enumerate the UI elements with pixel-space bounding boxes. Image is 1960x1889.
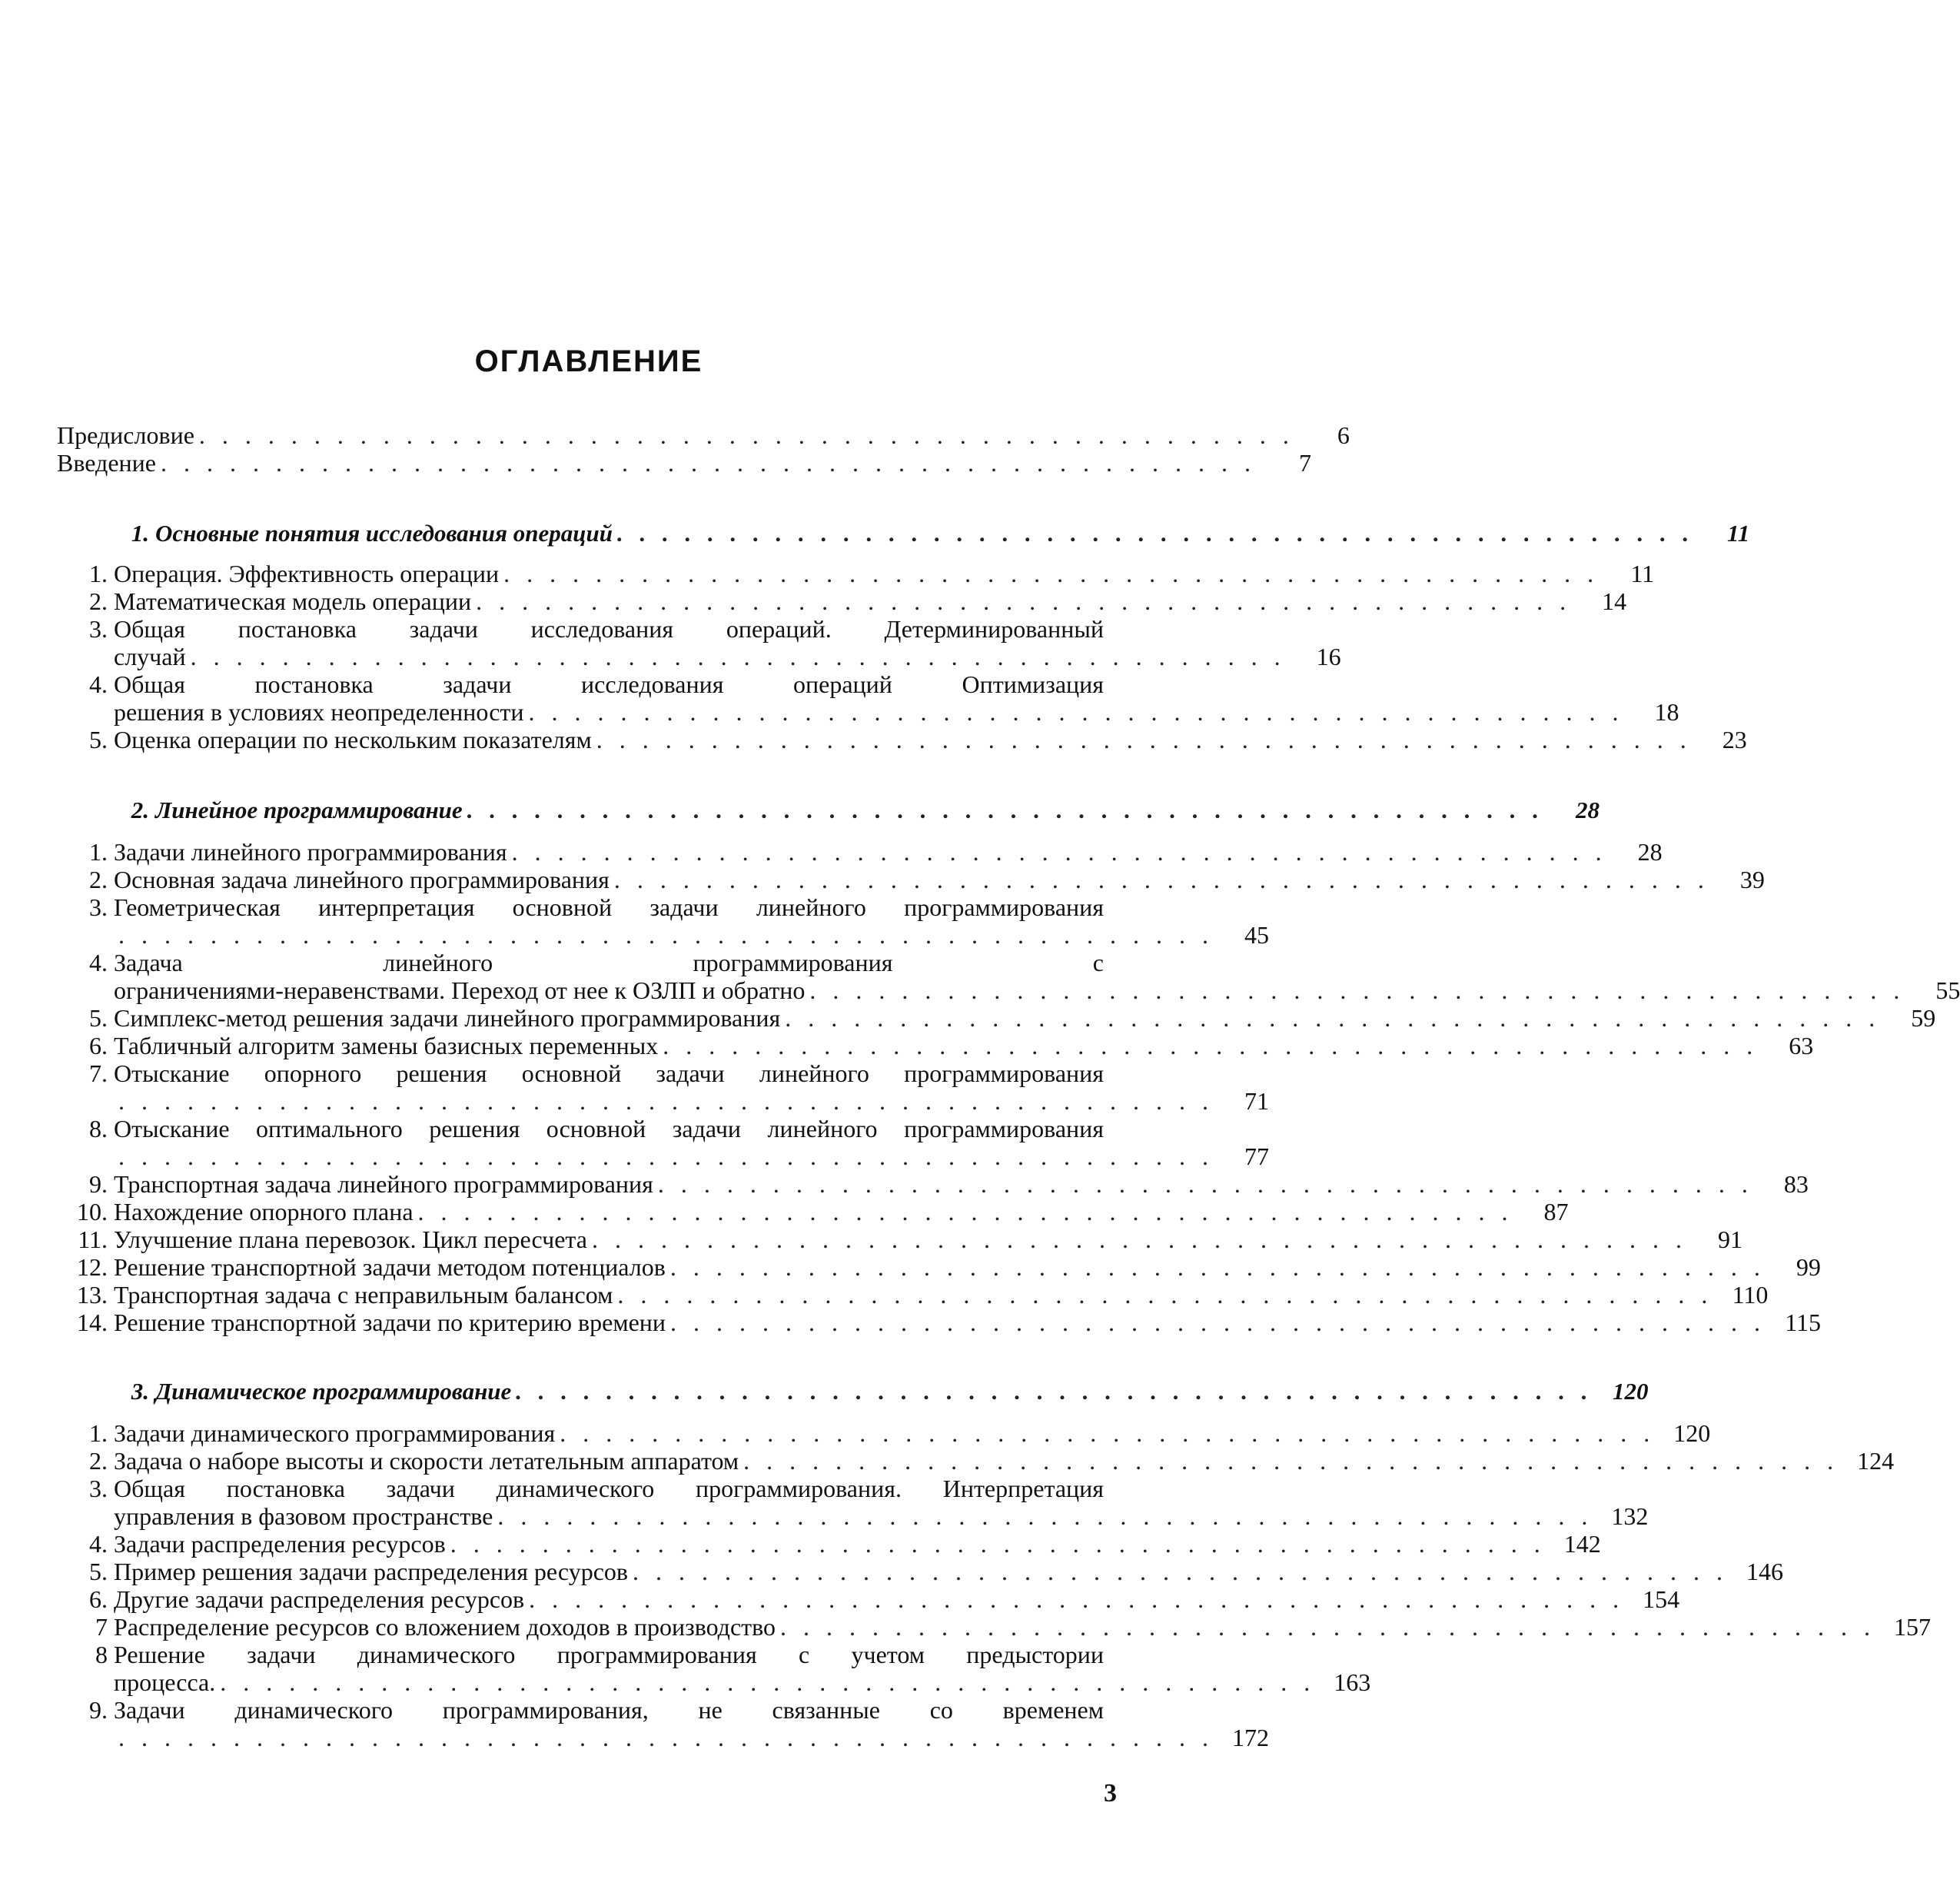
dot-leader: . . . . . . . . . . . . . . . . . . . . . . . . . . . . . . . . . . . . . . . . . . . . . . . .: [743, 1447, 1839, 1475]
dot-leader: . . . . . . . . . . . . . . . . . . . . . . . . . . . . . . . . . . . . . . . . . . . . . . . .: [503, 560, 1600, 587]
entry-title: Задача о наборе высоты и скорости летательным аппаратом: [114, 1447, 739, 1475]
dot-leader: . . . . . . . . . . . . . . . . . . . . . . . . . . . . . . . . . . . . . . . . . . . . . . . .: [780, 1613, 1876, 1641]
toc-entry: [57, 615, 1341, 670]
entry-number: 3.: [89, 893, 108, 921]
toc-entry: [57, 1447, 1895, 1475]
page-title: ОГЛАВЛЕНИЕ: [474, 344, 703, 378]
entry-title: Симплекс-метод решения задачи линейного программирования: [114, 1004, 781, 1032]
toc-entry: [57, 449, 1311, 477]
entry-number: 2.: [89, 1447, 108, 1475]
toc-entry: [57, 1585, 1680, 1613]
entry-page: 63: [1789, 1032, 1814, 1059]
toc-entry: [57, 1641, 1371, 1696]
entry-page: 163: [1334, 1668, 1371, 1696]
entry-number: 1.: [89, 838, 108, 866]
entry-title: случай: [114, 643, 186, 670]
entry-number: 7: [95, 1613, 108, 1641]
toc-entry: [57, 1115, 1269, 1170]
entry-number: 11.: [78, 1226, 108, 1253]
dot-leader: . . . . . . . . . . . . . . . . . . . . . . . . . . . . . . . . . . . . . . . . . . . . . . . .: [497, 1502, 1593, 1530]
entry-title: Задачи распределения ресурсов: [114, 1530, 446, 1558]
toc-entry: [57, 1475, 1649, 1530]
entry-page: 77: [1244, 1142, 1269, 1170]
entry-page: 23: [1722, 726, 1747, 753]
entry-page: 55: [1935, 976, 1960, 1004]
entry-number: 13.: [77, 1281, 108, 1309]
toc-entry: [57, 1419, 1711, 1447]
entry-number: 4.: [89, 1530, 108, 1558]
toc-entry: [57, 1309, 1822, 1336]
entry-title: Общая постановка задачи исследования операций. Детерминированный: [114, 615, 1104, 643]
entry-title: Предисловие: [57, 421, 194, 449]
entry-page: 115: [1785, 1309, 1822, 1336]
toc-entry: [57, 866, 1765, 893]
dot-leader: . . . . . . . . . . . . . . . . . . . . . . . . . . . . . . . . . . . . . . . . . . . . . . . .: [160, 449, 1256, 477]
entry-title: Операция. Эффективность операции: [114, 560, 500, 587]
toc-chapter: [57, 797, 1600, 824]
dot-leader: . . . . . . . . . . . . . . . . . . . . . . . . . . . . . . . . . . . . . . . . . . . . . . . .: [785, 1004, 1881, 1032]
entry-number: 4.: [89, 949, 108, 976]
entry-page: 110: [1732, 1281, 1769, 1309]
dot-leader: . . . . . . . . . . . . . . . . . . . . . . . . . . . . . . . . . . . . . . . . . . . . . . . .: [220, 1668, 1316, 1696]
entry-title: Математическая модель операции: [114, 587, 472, 615]
entry-page: 28: [1575, 797, 1600, 823]
entry-page: 71: [1244, 1087, 1269, 1115]
entry-number: 2.: [89, 587, 108, 615]
entry-number: 5.: [89, 1558, 108, 1585]
entry-number: 8.: [89, 1115, 108, 1142]
dot-leader: . . . . . . . . . . . . . . . . . . . . . . . . . . . . . . . . . . . . . . . . . . . . . . . .: [560, 1419, 1656, 1447]
toc-entry: [57, 726, 1747, 753]
entry-title: Задачи динамического программирования: [114, 1419, 556, 1447]
entry-number: 12.: [77, 1253, 108, 1281]
dot-leader: . . . . . . . . . . . . . . . . . . . . . . . . . . . . . . . . . . . . . . . . . . . . . . . .: [591, 1226, 1687, 1253]
toc-entry: [57, 670, 1679, 726]
entry-title: процесса.: [114, 1668, 216, 1696]
dot-leader: . . . . . . . . . . . . . . . . . . . . . . . . . . . . . . . . . . . . . . . . . . . . . . . .: [657, 1170, 1753, 1198]
entry-title: Улучшение плана перевозок. Цикл пересчета: [114, 1226, 587, 1253]
entry-number: 2.: [131, 797, 149, 823]
entry-title: Отыскание опорного решения основной задачи линейного программирования: [114, 1059, 1104, 1087]
entry-title: Нахождение опорного плана: [114, 1198, 414, 1226]
entry-page: 83: [1783, 1170, 1809, 1198]
dot-leader: . . . . . . . . . . . . . . . . . . . . . . . . . . . . . . . . . . . . . . . . . . . . . . . .: [511, 838, 1607, 866]
toc-entry: [57, 949, 1960, 1004]
dot-leader: . . . . . . . . . . . . . . . . . . . . . . . . . . . . . . . . . . . . . . . . . . . . . . . .: [669, 1253, 1766, 1281]
toc-entry: [57, 1198, 1569, 1226]
entry-number: 1.: [89, 1419, 108, 1447]
entry-title: Общая постановка задачи исследования операций Оптимизация: [114, 670, 1104, 698]
entry-number: 9.: [89, 1696, 108, 1724]
entry-page: 120: [1613, 1378, 1649, 1405]
entry-number: 3.: [89, 1475, 108, 1502]
toc-entry: [57, 1059, 1269, 1115]
entry-title: Общая постановка задачи динамического программирования. Интерпретация: [114, 1475, 1104, 1502]
entry-title: Табличный алгоритм замены базисных переменных: [114, 1032, 659, 1059]
entry-title: Оценка операции по нескольким показателям: [114, 726, 592, 753]
page-number: 3: [1104, 1779, 1117, 1808]
dot-leader: . . . . . . . . . . . . . . . . . . . . . . . . . . . . . . . . . . . . . . . . . . . . . . . .: [617, 520, 1695, 547]
entry-title: Решение транспортной задачи по критерию времени: [114, 1309, 666, 1336]
entry-title: Пример решения задачи распределения ресурсов: [114, 1558, 628, 1585]
dot-leader: . . . . . . . . . . . . . . . . . . . . . . . . . . . . . . . . . . . . . . . . . . . . . . . .: [528, 698, 1624, 726]
toc-entry: [57, 1613, 1932, 1641]
entry-page: 132: [1611, 1502, 1649, 1530]
entry-page: 11: [1726, 520, 1750, 547]
toc-entry: [57, 1253, 1821, 1281]
entry-page: 99: [1796, 1253, 1821, 1281]
entry-page: 142: [1563, 1530, 1601, 1558]
entry-title: ограничениями-неравенствами. Переход от нее к ОЗЛП и обратно: [114, 976, 806, 1004]
entry-page: 59: [1911, 1004, 1936, 1032]
dot-leader: . . . . . . . . . . . . . . . . . . . . . . . . . . . . . . . . . . . . . . . . . . . . . . . .: [613, 866, 1709, 893]
toc-chapter: [57, 520, 1750, 547]
dot-leader: . . . . . . . . . . . . . . . . . . . . . . . . . . . . . . . . . . . . . . . . . . . . . . . .: [467, 797, 1544, 823]
entry-page: 154: [1643, 1585, 1680, 1613]
dot-leader: . . . . . . . . . . . . . . . . . . . . . . . . . . . . . . . . . . . . . . . . . . . . . . . .: [516, 1378, 1593, 1405]
dot-leader: . . . . . . . . . . . . . . . . . . . . . . . . . . . . . . . . . . . . . . . . . . . . . . . .: [476, 587, 1572, 615]
entry-title: Введение: [57, 449, 156, 477]
entry-title: Решение задачи динамического программирования с учетом предыстории: [114, 1641, 1104, 1668]
entry-page: 28: [1637, 838, 1663, 866]
entry-number: 4.: [89, 670, 108, 698]
entry-title: Решение транспортной задачи методом потенциалов: [114, 1253, 666, 1281]
entry-title: Отыскание оптимального решения основной задачи линейного программирования: [114, 1115, 1104, 1142]
entry-number: 9.: [89, 1170, 108, 1198]
toc-entry: [57, 1281, 1769, 1309]
entry-page: 39: [1739, 866, 1765, 893]
entry-page: 172: [1232, 1724, 1269, 1751]
entry-page: 157: [1894, 1613, 1932, 1641]
entry-title: Транспортная задача с неправильным балансом: [114, 1281, 613, 1309]
dot-leader: . . . . . . . . . . . . . . . . . . . . . . . . . . . . . . . . . . . . . . . . . . . . . . . .: [529, 1585, 1625, 1613]
toc-entry: [57, 1696, 1269, 1751]
toc-entry: [57, 1170, 1809, 1198]
entry-number: 6.: [89, 1032, 108, 1059]
entry-number: 14.: [77, 1309, 108, 1336]
dot-leader: . . . . . . . . . . . . . . . . . . . . . . . . . . . . . . . . . . . . . . . . . . . . . . . .: [450, 1530, 1546, 1558]
toc-chapter: [57, 1378, 1649, 1405]
entry-page: 124: [1857, 1447, 1895, 1475]
toc-entry: [57, 1004, 1936, 1032]
dot-leader: . . . . . . . . . . . . . . . . . . . . . . . . . . . . . . . . . . . . . . . . . . . . . . . .: [417, 1198, 1513, 1226]
entry-title: Основная задача линейного программирования: [114, 866, 610, 893]
toc-entry: [57, 421, 1350, 449]
entry-page: 87: [1543, 1198, 1569, 1226]
entry-number: 8: [95, 1641, 108, 1668]
entry-title: Задачи линейного программирования: [114, 838, 507, 866]
entry-title: Основные понятия исследования операций: [155, 520, 613, 547]
entry-page: 45: [1244, 921, 1269, 949]
dot-leader: . . . . . . . . . . . . . . . . . . . . . . . . . . . . . . . . . . . . . . . . . . . . . . . .: [663, 1032, 1759, 1059]
entry-title: управления в фазовом пространстве: [114, 1502, 493, 1530]
dot-leader: . . . . . . . . . . . . . . . . . . . . . . . . . . . . . . . . . . . . . . . . . . . . . . . .: [118, 1087, 1214, 1115]
entry-page: 18: [1654, 698, 1679, 726]
entry-title: Транспортная задача линейного программирования: [114, 1170, 653, 1198]
entry-page: 11: [1630, 560, 1655, 587]
toc-entry: [57, 893, 1269, 949]
entry-page: 14: [1602, 587, 1627, 615]
dot-leader: . . . . . . . . . . . . . . . . . . . . . . . . . . . . . . . . . . . . . . . . . . . . . . . .: [198, 421, 1294, 449]
entry-number: 7.: [89, 1059, 108, 1087]
toc-entry: [57, 838, 1663, 866]
entry-number: 5.: [89, 1004, 108, 1032]
entry-title: Другие задачи распределения ресурсов: [114, 1585, 525, 1613]
entry-title: Задача линейного программирования с: [114, 949, 1104, 976]
dot-leader: . . . . . . . . . . . . . . . . . . . . . . . . . . . . . . . . . . . . . . . . . . . . . . . .: [617, 1281, 1713, 1309]
dot-leader: . . . . . . . . . . . . . . . . . . . . . . . . . . . . . . . . . . . . . . . . . . . . . . . .: [596, 726, 1692, 753]
entry-title: Линейное программирование: [155, 797, 463, 823]
entry-title: Геометрическая интерпретация основной задачи линейного программирования: [114, 893, 1104, 921]
entry-title: Распределение ресурсов со вложением доходов в производство: [114, 1613, 776, 1641]
entry-page: 6: [1337, 421, 1350, 449]
entry-number: 2.: [89, 866, 108, 893]
entry-title: Задачи динамического программирования, не связанные со временем: [114, 1696, 1104, 1724]
entry-number: 1.: [131, 520, 149, 547]
dot-leader: . . . . . . . . . . . . . . . . . . . . . . . . . . . . . . . . . . . . . . . . . . . . . . . .: [118, 1142, 1214, 1170]
entry-title: Динамическое программирование: [155, 1378, 512, 1405]
toc-entry: [57, 1032, 1814, 1059]
entry-number: 5.: [89, 726, 108, 753]
entry-page: 91: [1717, 1226, 1742, 1253]
toc-entry: [57, 1530, 1601, 1558]
dot-leader: . . . . . . . . . . . . . . . . . . . . . . . . . . . . . . . . . . . . . . . . . . . . . . . .: [670, 1309, 1766, 1336]
toc-entry: [57, 1226, 1742, 1253]
entry-page: 146: [1746, 1558, 1783, 1585]
toc-entry: [57, 560, 1655, 587]
entry-number: 3.: [89, 615, 108, 643]
dot-leader: . . . . . . . . . . . . . . . . . . . . . . . . . . . . . . . . . . . . . . . . . . . . . . . .: [190, 643, 1286, 670]
entry-number: 10.: [77, 1198, 108, 1226]
entry-page: 16: [1316, 643, 1341, 670]
toc-entry: [57, 587, 1627, 615]
entry-page: 7: [1298, 449, 1311, 477]
entry-number: 6.: [89, 1585, 108, 1613]
dot-leader: . . . . . . . . . . . . . . . . . . . . . . . . . . . . . . . . . . . . . . . . . . . . . . . .: [633, 1558, 1728, 1585]
dot-leader: . . . . . . . . . . . . . . . . . . . . . . . . . . . . . . . . . . . . . . . . . . . . . . . .: [118, 921, 1214, 949]
toc-entry: [57, 1558, 1783, 1585]
entry-title: решения в условиях неопределенности: [114, 698, 524, 726]
entry-number: 3.: [131, 1378, 149, 1405]
dot-leader: . . . . . . . . . . . . . . . . . . . . . . . . . . . . . . . . . . . . . . . . . . . . . . . .: [118, 1724, 1214, 1751]
entry-number: 1.: [89, 560, 108, 587]
dot-leader: . . . . . . . . . . . . . . . . . . . . . . . . . . . . . . . . . . . . . . . . . . . . . . . .: [809, 976, 1905, 1004]
entry-page: 120: [1673, 1419, 1711, 1447]
